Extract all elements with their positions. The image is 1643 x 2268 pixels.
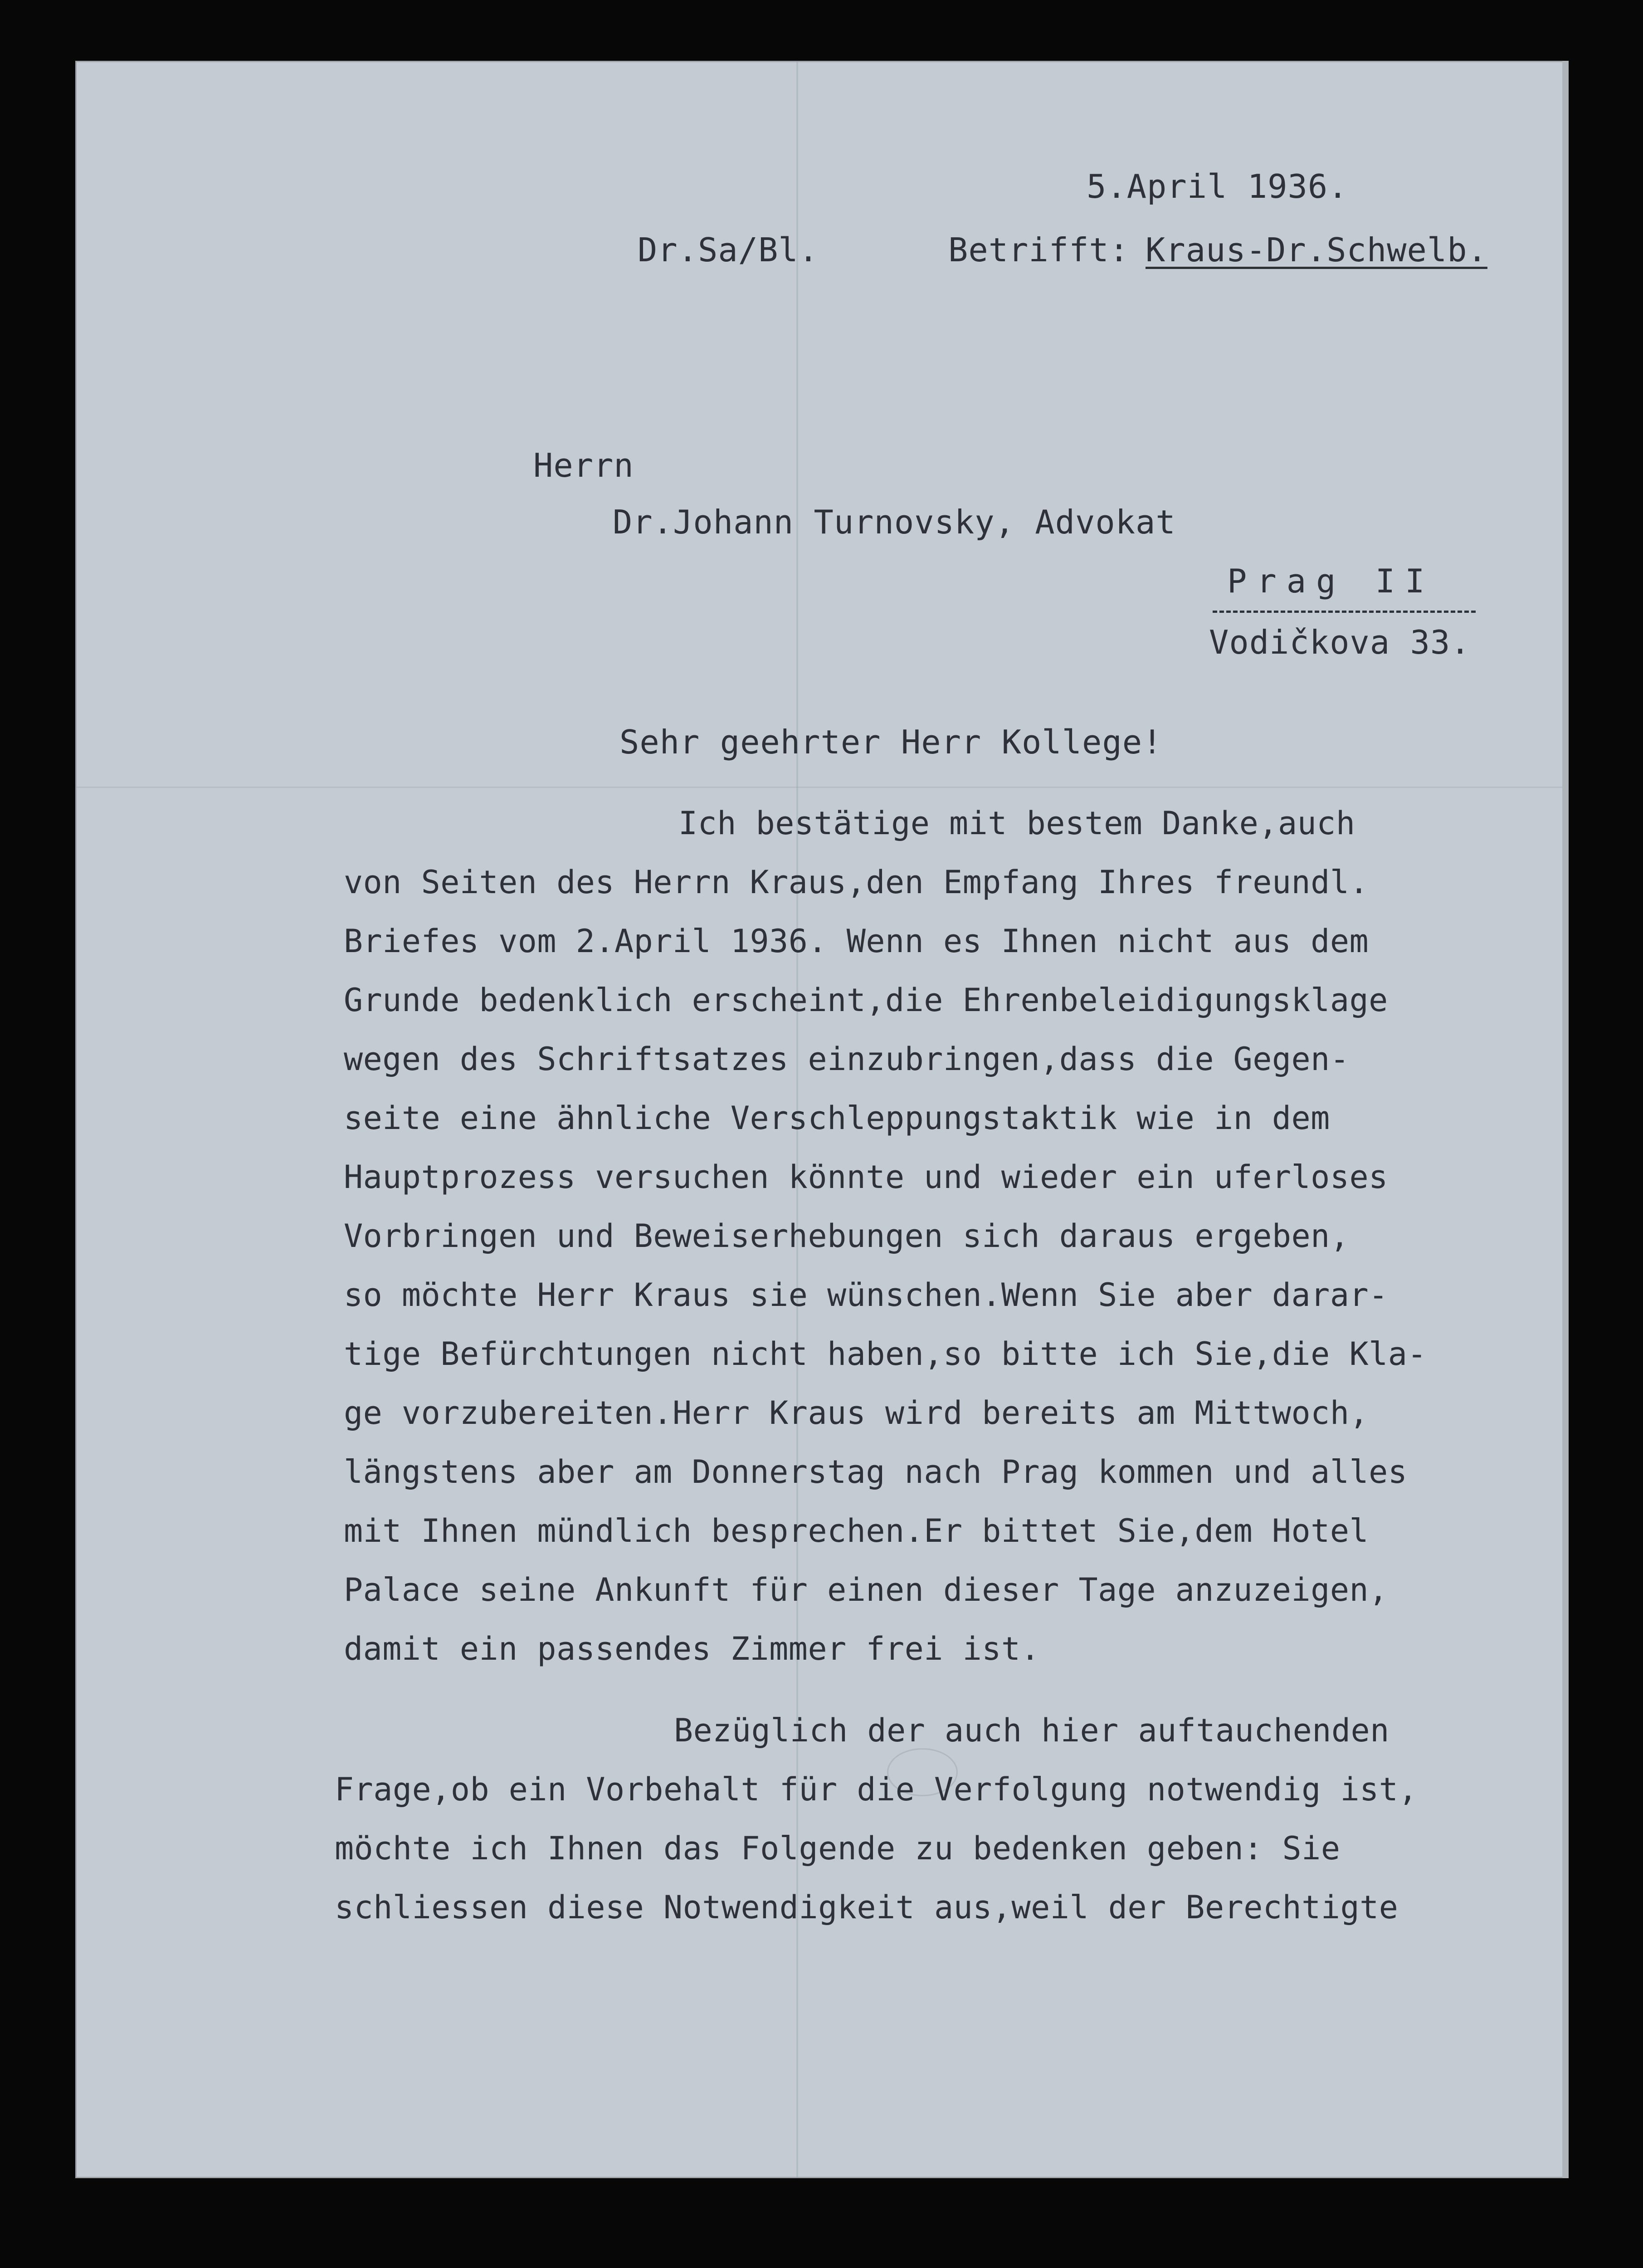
body-line: Hauptprozess versuchen könnte und wieder ein uferloses [344, 1158, 1388, 1196]
body-line: ge vorzubereiten.Herr Kraus wird bereits am Mittwoch, [344, 1394, 1369, 1432]
paper-edge [1562, 61, 1569, 2178]
body-line: Palace seine Ankunft für einen dieser Tage anzuzeigen, [344, 1571, 1388, 1608]
letter-page [75, 61, 1569, 2178]
recipient-salutation: Herrn [533, 446, 634, 484]
body-line: Briefes vom 2.April 1936. Wenn es Ihnen nicht aus dem [344, 923, 1369, 960]
body-line: schliessen diese Notwendigkeit aus,weil der Berechtigte [335, 1889, 1399, 1926]
greeting: Sehr geehrter Herr Kollege! [619, 723, 1163, 761]
fold-crease-horizontal [75, 787, 1569, 788]
body-line: Grunde bedenklich erscheint,die Ehrenbeleidigungsklage [344, 982, 1388, 1019]
body-line: Vorbringen und Beweiserhebungen sich daraus ergeben, [344, 1217, 1350, 1255]
subject-label: Betrifft: [948, 231, 1130, 269]
letter-date: 5.April 1936. [1087, 167, 1348, 205]
recipient-city: Prag II [1227, 562, 1435, 600]
body-line: mit Ihnen mündlich besprechen.Er bittet Sie,dem Hotel [344, 1512, 1369, 1549]
body-line: längstens aber am Donnerstag nach Prag kommen und alles [344, 1453, 1408, 1491]
body-line: Ich bestätige mit bestem Danke,auch [678, 805, 1355, 842]
subject-value: Kraus-Dr.Schwelb. [1146, 231, 1487, 269]
body-line: von Seiten des Herrn Kraus,den Empfang Ihres freundl. [344, 864, 1369, 901]
body-line: möchte ich Ihnen das Folgende zu bedenken geben: Sie [335, 1830, 1341, 1867]
body-line: so möchte Herr Kraus sie wünschen.Wenn Sie aber darar- [344, 1276, 1388, 1314]
recipient-street: Vodičkova 33. [1209, 623, 1471, 661]
body-line: seite eine ähnliche Verschleppungstaktik wie in dem [344, 1100, 1330, 1137]
body-line: damit ein passendes Zimmer frei ist. [344, 1630, 1040, 1667]
body-line: Frage,ob ein Vorbehalt für die Verfolgung notwendig ist, [335, 1771, 1418, 1808]
body-line: tige Befürchtungen nicht haben,so bitte ich Sie,die Kla- [344, 1335, 1427, 1373]
recipient-name: Dr.Johann Turnovsky, Advokat [613, 503, 1176, 541]
reference-code: Dr.Sa/Bl. [638, 231, 819, 269]
body-line: Bezüglich der auch hier auftauchenden [674, 1712, 1389, 1749]
body-line: wegen des Schriftsatzes einzubringen,dass die Gegen- [344, 1041, 1350, 1078]
address-rule [1213, 611, 1476, 613]
